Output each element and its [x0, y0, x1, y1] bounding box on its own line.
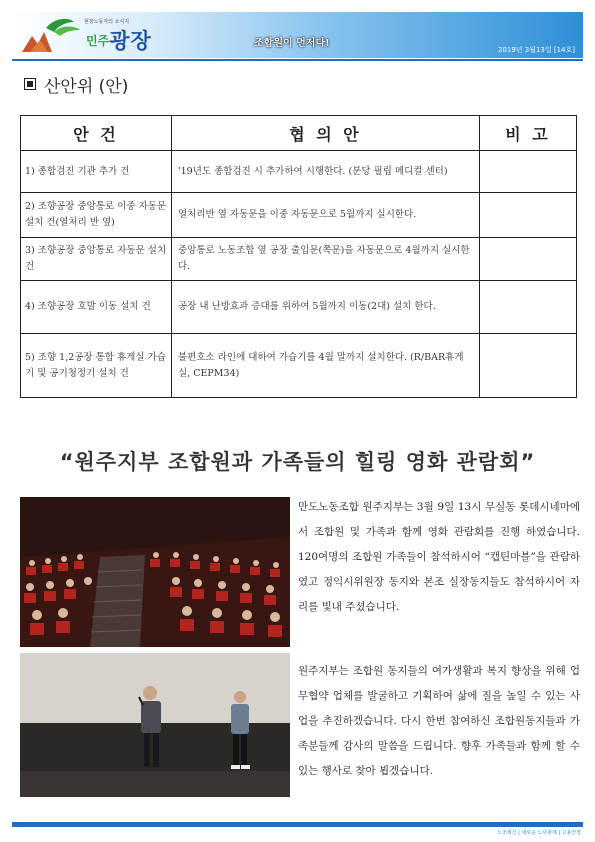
- event-paragraph-1: 만도노동조합 원주지부는 3월 9일 13시 무실동 롯데시네마에서 조합원 및 가족과 함께 영화 관람회를 진행 하였습니다. 120여명의 조합원 가족들이 참석하시어 “캡틴마블”을 관람하였고 정익시위원장 동지와 본조 실장동지들도 참석하시어 자리를 빛내 주셨습니다.: [298, 501, 580, 613]
- stage-photo: [20, 653, 290, 797]
- row-proposal: 중앙통로 노동조합 옆 공장 출입문(쪽문)을 자동문으로 4월까지 실시한다.: [172, 238, 480, 281]
- row-proposal: 열처리반 옆 자동문을 이중 자동문으로 5월까지 실시한다.: [172, 193, 480, 238]
- slogan: 조합원이 먼저다!: [254, 38, 330, 49]
- row-proposal: 불편호소 라인에 대하여 가습기를 4월 말까지 설치한다. (R/BAR휴게실, CEPM34): [172, 334, 480, 398]
- row-note: [480, 238, 577, 281]
- footer-divider: [12, 822, 583, 827]
- row-item: 3) 조향공장 중앙통로 자동문 설치 건: [21, 238, 172, 281]
- table-row: [21, 193, 577, 238]
- black-square-icon: [24, 78, 36, 90]
- row-note: [480, 334, 577, 398]
- table-row: [21, 238, 577, 281]
- row-item: 5) 조향 1,2공장 통합 휴게실 가습기 및 공기청정기 설치 건: [21, 334, 172, 398]
- logo-title: 민주광장: [86, 29, 152, 53]
- table-row: [21, 334, 577, 398]
- row-item: 1) 종합검진 기관 추가 건: [21, 151, 172, 193]
- row-item: 4) 조향공장 호발 이동 설치 건: [21, 281, 172, 334]
- row-note: [480, 281, 577, 334]
- table-header-row: [21, 116, 577, 151]
- row-item: 2) 조향공장 중앙통로 이중 자동문 설치 건(열처리 반 옆): [21, 193, 172, 238]
- table-row: [21, 281, 577, 334]
- event-paragraph-2: 원주지부는 조합원 동지들의 여가생활과 복지 향상을 위해 업무협약 업체를 발굴하고 기획하여 삶에 질을 높일 수 있는 사업을 추진하겠습니다. 다시 한번 참여하신 조합원동지들과 가족분들께 감사의 말씀을 드립니다. 향후 가족들과 함께 할 수 있는 행사로 찾아 뵙겠습니다.: [298, 665, 580, 777]
- header-divider: [12, 59, 583, 61]
- row-note: [480, 193, 577, 238]
- row-note: [480, 151, 577, 193]
- column-header-item: 안 건: [21, 116, 172, 151]
- table-row: [21, 151, 577, 193]
- section-heading: [24, 73, 128, 95]
- agenda-table: [20, 115, 577, 398]
- audience-photo-image: [20, 497, 290, 647]
- logo-subtitle: 현장노동자의 소식지: [84, 19, 130, 25]
- newsletter-header: [12, 12, 583, 58]
- audience-photo: [20, 497, 290, 647]
- row-proposal: 공장 내 난방효과 증대를 위하여 5월까지 이동(2대) 설치 한다.: [172, 281, 480, 334]
- column-header-note: 비 고: [480, 116, 577, 151]
- footer-slogan: 노조혁신 | 새로운 노사관계 | 고용안정: [497, 830, 581, 836]
- event-title: “원주지부 조합원과 가족들의 힐링 영화 관람회”: [59, 450, 536, 474]
- issue-date: 2019년 3월13일 [14호]: [497, 46, 575, 54]
- row-proposal: '19년도 종합검진 시 추가하여 시행한다. (분당 필립 메디컬 센터): [172, 151, 480, 193]
- stage-photo-image: [20, 653, 290, 797]
- column-header-proposal: 협 의 안: [172, 116, 480, 151]
- section-title: 산안위 (안): [44, 76, 129, 97]
